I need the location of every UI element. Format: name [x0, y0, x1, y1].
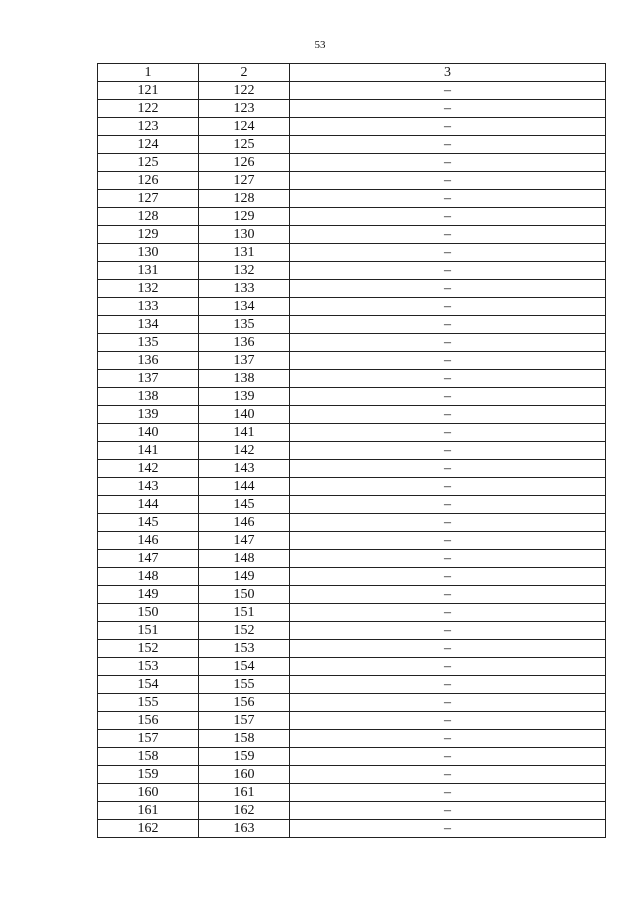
table-cell-col-2: 162 [199, 802, 290, 820]
table-row [98, 586, 606, 604]
table-cell-col-2: 123 [199, 100, 290, 118]
table-cell-col-1: 125 [98, 154, 199, 172]
table-cell-col-1: 136 [98, 352, 199, 370]
table-cell-col-1: 133 [98, 298, 199, 316]
table-cell-col-2: 151 [199, 604, 290, 622]
table-cell-col-2: 157 [199, 712, 290, 730]
table-cell-col-3: – [290, 748, 606, 766]
table-row [98, 676, 606, 694]
table-cell-col-3: – [290, 190, 606, 208]
table-cell-col-3: – [290, 622, 606, 640]
table-cell-col-3: – [290, 676, 606, 694]
table-row [98, 658, 606, 676]
table-cell-col-3: – [290, 316, 606, 334]
table-cell-col-3: – [290, 406, 606, 424]
table-row [98, 784, 606, 802]
table-cell-col-2: 142 [199, 442, 290, 460]
table-cell-col-3: – [290, 550, 606, 568]
table-cell-col-1: 127 [98, 190, 199, 208]
table-cell-col-3: – [290, 802, 606, 820]
table-row [98, 298, 606, 316]
table-row [98, 424, 606, 442]
table-cell-col-3: – [290, 334, 606, 352]
table-cell-col-1: 157 [98, 730, 199, 748]
table-row [98, 370, 606, 388]
table-row [98, 712, 606, 730]
table-cell-col-1: 131 [98, 262, 199, 280]
table-cell-col-3: – [290, 712, 606, 730]
table-cell-col-2: 156 [199, 694, 290, 712]
table-cell-col-2: 124 [199, 118, 290, 136]
table-row [98, 748, 606, 766]
table-cell-col-2: 140 [199, 406, 290, 424]
table-row [98, 244, 606, 262]
table-cell-col-1: 130 [98, 244, 199, 262]
table-cell-col-1: 159 [98, 766, 199, 784]
table-cell-col-3: – [290, 262, 606, 280]
table-cell-col-3: – [290, 568, 606, 586]
table-cell-col-2: 137 [199, 352, 290, 370]
table-cell-col-2: 145 [199, 496, 290, 514]
table-cell-col-3: – [290, 586, 606, 604]
table-cell-col-1: 145 [98, 514, 199, 532]
table-row [98, 442, 606, 460]
table-row [98, 820, 606, 838]
table-cell-col-2: 147 [199, 532, 290, 550]
table-cell-col-2: 161 [199, 784, 290, 802]
table-cell-col-2: 158 [199, 730, 290, 748]
table-cell-col-2: 135 [199, 316, 290, 334]
table-cell-col-2: 143 [199, 460, 290, 478]
table-cell-col-2: 131 [199, 244, 290, 262]
table-cell-col-2: 130 [199, 226, 290, 244]
table-cell-col-1: 129 [98, 226, 199, 244]
column-header-2: 2 [199, 64, 290, 82]
table-cell-col-3: – [290, 136, 606, 154]
table-cell-col-3: – [290, 226, 606, 244]
table-cell-col-2: 152 [199, 622, 290, 640]
table-cell-col-1: 124 [98, 136, 199, 154]
table-row [98, 118, 606, 136]
table-cell-col-2: 154 [199, 658, 290, 676]
table-cell-col-3: – [290, 694, 606, 712]
table-cell-col-2: 146 [199, 514, 290, 532]
table-cell-col-2: 150 [199, 586, 290, 604]
table-cell-col-1: 135 [98, 334, 199, 352]
table-cell-col-3: – [290, 820, 606, 838]
table-row [98, 100, 606, 118]
table-cell-col-3: – [290, 496, 606, 514]
table-row [98, 514, 606, 532]
table-cell-col-2: 127 [199, 172, 290, 190]
table-cell-col-3: – [290, 766, 606, 784]
table-cell-col-1: 160 [98, 784, 199, 802]
table-cell-col-3: – [290, 640, 606, 658]
table-cell-col-1: 150 [98, 604, 199, 622]
table-cell-col-3: – [290, 82, 606, 100]
table-cell-col-3: – [290, 208, 606, 226]
table-cell-col-2: 139 [199, 388, 290, 406]
table-row [98, 460, 606, 478]
table-cell-col-1: 141 [98, 442, 199, 460]
table-row [98, 334, 606, 352]
table-cell-col-3: – [290, 460, 606, 478]
table-cell-col-3: – [290, 604, 606, 622]
table-cell-col-1: 122 [98, 100, 199, 118]
table-cell-col-1: 155 [98, 694, 199, 712]
table-cell-col-1: 144 [98, 496, 199, 514]
table-cell-col-1: 128 [98, 208, 199, 226]
table-cell-col-2: 163 [199, 820, 290, 838]
table-cell-col-1: 142 [98, 460, 199, 478]
table-cell-col-2: 160 [199, 766, 290, 784]
table-row [98, 280, 606, 298]
table-cell-col-2: 138 [199, 370, 290, 388]
table-row [98, 82, 606, 100]
table-cell-col-2: 122 [199, 82, 290, 100]
table-cell-col-2: 144 [199, 478, 290, 496]
table-cell-col-1: 126 [98, 172, 199, 190]
table-cell-col-1: 146 [98, 532, 199, 550]
table-row [98, 172, 606, 190]
table-cell-col-3: – [290, 478, 606, 496]
data-table [97, 63, 606, 838]
table-cell-col-1: 140 [98, 424, 199, 442]
table-cell-col-1: 148 [98, 568, 199, 586]
column-header-1: 1 [98, 64, 199, 82]
table-row [98, 766, 606, 784]
table-row [98, 550, 606, 568]
table-cell-col-1: 123 [98, 118, 199, 136]
table-cell-col-2: 149 [199, 568, 290, 586]
table-cell-col-3: – [290, 388, 606, 406]
table-row [98, 640, 606, 658]
table-row [98, 604, 606, 622]
column-header-3: 3 [290, 64, 606, 82]
table-row [98, 226, 606, 244]
table-cell-col-1: 152 [98, 640, 199, 658]
table-cell-col-2: 153 [199, 640, 290, 658]
table-cell-col-2: 155 [199, 676, 290, 694]
table-cell-col-1: 121 [98, 82, 199, 100]
table-cell-col-3: – [290, 154, 606, 172]
table-row [98, 694, 606, 712]
table-row [98, 154, 606, 172]
table-cell-col-2: 125 [199, 136, 290, 154]
table-row [98, 622, 606, 640]
table-cell-col-1: 162 [98, 820, 199, 838]
table-cell-col-3: – [290, 172, 606, 190]
table-cell-col-3: – [290, 100, 606, 118]
table-row [98, 406, 606, 424]
table-row [98, 478, 606, 496]
table-cell-col-2: 128 [199, 190, 290, 208]
table-cell-col-1: 156 [98, 712, 199, 730]
table-row [98, 262, 606, 280]
table-header [98, 64, 606, 82]
table-cell-col-3: – [290, 352, 606, 370]
table-cell-col-3: – [290, 244, 606, 262]
table-cell-col-1: 151 [98, 622, 199, 640]
table-row [98, 568, 606, 586]
table-cell-col-2: 133 [199, 280, 290, 298]
table-cell-col-1: 154 [98, 676, 199, 694]
table-cell-col-1: 137 [98, 370, 199, 388]
table-cell-col-3: – [290, 298, 606, 316]
table-body [98, 82, 606, 838]
table-cell-col-2: 148 [199, 550, 290, 568]
table-header-row [98, 64, 606, 82]
table-cell-col-2: 126 [199, 154, 290, 172]
table-cell-col-1: 149 [98, 586, 199, 604]
table-cell-col-3: – [290, 424, 606, 442]
table-cell-col-3: – [290, 442, 606, 460]
table-cell-col-1: 153 [98, 658, 199, 676]
table-cell-col-1: 134 [98, 316, 199, 334]
table-row [98, 136, 606, 154]
table-cell-col-3: – [290, 280, 606, 298]
table-cell-col-1: 139 [98, 406, 199, 424]
table-cell-col-1: 158 [98, 748, 199, 766]
table-cell-col-3: – [290, 532, 606, 550]
table-cell-col-3: – [290, 370, 606, 388]
table-row [98, 388, 606, 406]
table-cell-col-3: – [290, 730, 606, 748]
table-cell-col-3: – [290, 118, 606, 136]
table-row [98, 496, 606, 514]
table-cell-col-2: 134 [199, 298, 290, 316]
page-number: 53 [314, 39, 326, 51]
table-row [98, 208, 606, 226]
table-cell-col-2: 141 [199, 424, 290, 442]
table-cell-col-1: 143 [98, 478, 199, 496]
table-cell-col-1: 138 [98, 388, 199, 406]
table-cell-col-1: 161 [98, 802, 199, 820]
table-cell-col-2: 129 [199, 208, 290, 226]
table-row [98, 532, 606, 550]
table-cell-col-2: 136 [199, 334, 290, 352]
table-row [98, 730, 606, 748]
table-cell-col-3: – [290, 658, 606, 676]
table-row [98, 316, 606, 334]
table-cell-col-2: 159 [199, 748, 290, 766]
table-row [98, 190, 606, 208]
table-cell-col-1: 132 [98, 280, 199, 298]
table-cell-col-3: – [290, 784, 606, 802]
table-row [98, 352, 606, 370]
table-cell-col-2: 132 [199, 262, 290, 280]
table-cell-col-3: – [290, 514, 606, 532]
table-cell-col-1: 147 [98, 550, 199, 568]
table-row [98, 802, 606, 820]
